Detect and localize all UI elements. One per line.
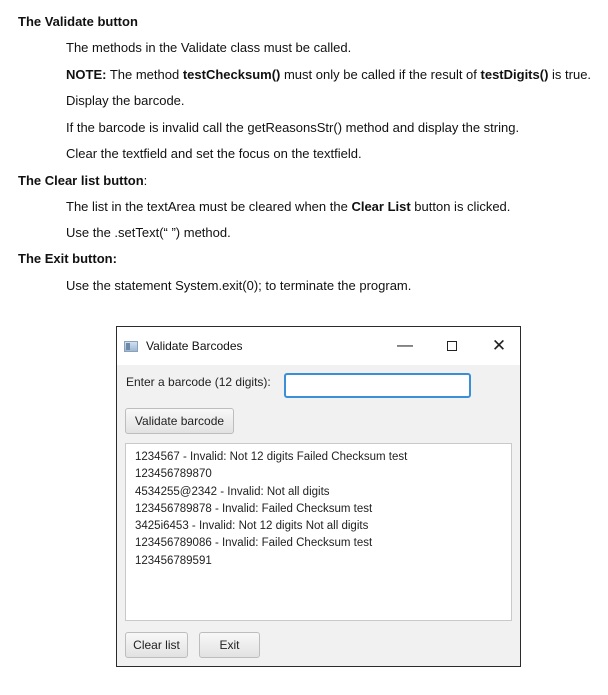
result-line: 1234567 - Invalid: Not 12 digits Failed Checksum test xyxy=(135,451,408,463)
validate-line-1: The methods in the Validate class must be called. xyxy=(66,40,352,55)
clear-line-1: The list in the textArea must be cleared when the Clear List button is clicked. xyxy=(66,199,511,214)
app-window-icon xyxy=(124,341,138,352)
result-line: 4534255@2342 - Invalid: Not all digits xyxy=(135,485,330,498)
result-line: 123456789591 xyxy=(135,554,212,567)
barcode-prompt-label: Enter a barcode (12 digits): xyxy=(126,375,271,389)
result-line: 123456789878 - Invalid: Failed Checksum test xyxy=(135,502,373,515)
validate-line-3: Display the barcode. xyxy=(66,93,185,108)
maximize-icon xyxy=(447,341,457,351)
clear-heading: The Clear list button: xyxy=(18,173,148,188)
validate-line-5: Clear the textfield and set the focus on the textfield. xyxy=(66,146,362,161)
validate-note-line: NOTE: The method testChecksum() must only be called if the result of testDigits() is true. xyxy=(66,67,592,82)
validate-barcode-button[interactable]: Validate barcode xyxy=(125,408,234,434)
exit-button[interactable]: Exit xyxy=(199,632,260,658)
results-textarea[interactable] xyxy=(125,443,512,621)
exit-heading: The Exit button: xyxy=(18,251,117,266)
exit-line: Use the statement System.exit(0); to terminate the program. xyxy=(66,278,412,293)
maximize-button[interactable] xyxy=(437,335,467,357)
window-title: Validate Barcodes xyxy=(146,339,243,353)
result-line: 123456789086 - Invalid: Failed Checksum test xyxy=(135,537,373,550)
barcode-input[interactable] xyxy=(284,373,471,398)
clear-line-2: Use the .setText(“ ”) method. xyxy=(66,225,231,240)
minimize-button[interactable]: — xyxy=(397,337,413,354)
window-titlebar xyxy=(117,327,520,365)
clear-list-button[interactable]: Clear list xyxy=(125,632,188,658)
close-button[interactable]: ✕ xyxy=(491,336,507,355)
validate-line-4: If the barcode is invalid call the getReasonsStr() method and display the string. xyxy=(66,120,520,135)
result-line: 123456789870 xyxy=(135,468,212,481)
result-line: 3425i6453 - Invalid: Not 12 digits Not all digits xyxy=(135,520,369,533)
validate-barcodes-window xyxy=(116,326,521,667)
validate-heading: The Validate button xyxy=(18,14,138,29)
